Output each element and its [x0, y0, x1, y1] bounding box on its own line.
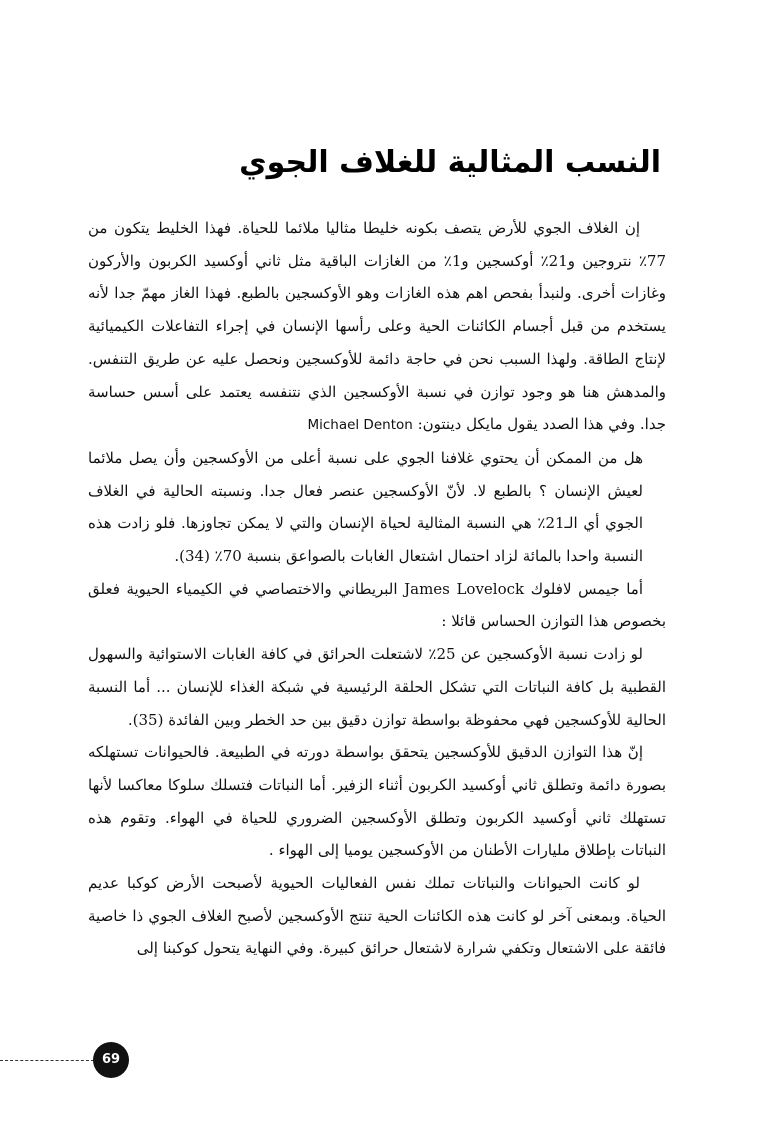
quote-denton	[88, 442, 643, 573]
paragraph-intro	[88, 212, 666, 442]
page-number-badge: 69	[93, 1042, 129, 1078]
paragraph-conclusion-text: لو كانت الحيوانات والنباتات تملك نفس الفعاليات الحيوية لأصبحت الأرض كوكبا عديم الحياة. وبمعنى آخر لو كانت هذه الكائنات الحية تنتج الأوكسجين لأصبح الغلاف الجوي ذا خاصية فائقة على الاشتعال وتكفي شرارة لاشتعال حرائق كبيرة. وفي النهاية يتحول كوكبنا إلى	[88, 874, 666, 958]
quote-lovelock-text: لو زادت نسبة الأوكسجين عن 25٪ لاشتعلت الحرائق في كافة الغابات الاستوائية والسهول القطبية بل كافة النباتات التي تشكل الحلقة الرئيسية في شبكة الغذاء للإنسان ... أما النسبة الحالية للأوكسجين فهي محفوظة بواسطة توازن دقيق بين حد الخطر وبين الفائدة (35).	[88, 645, 666, 729]
page-title: النسب المثالية للغلاف الجوي	[239, 145, 661, 180]
paragraph-intro-text: إن الغلاف الجوي للأرض يتصف بكونه خليطا مثاليا ملائما للحياة. فهذا الخليط يتكون من 77٪ نتروجين و21٪ أوكسجين و1٪ من الغازات الباقية مثل ثاني أوكسيد الكربون والأركون وغازات أخرى. ولنبدأ بفحص اهم هذه الغازات وهو الأوكسجين بالطبع. فهذا الغاز مهمّ جدا لأنه يستخدم من قبل أجسام الكائنات الحية وعلى رأسها الإنسان في إجراء التفاعلات الكيميائية لإنتاج الطاقة. ولهذا السبب نحن في حاجة دائمة للأوكسجين ونحصل عليه عن طريق التنفس. والمدهش هنا هو وجود توازن في نسبة الأوكسجين الذي نتنفسه يعتمد على أسس حساسة جدا. وفي هذا الصدد يقول مايكل دينتون:	[88, 219, 666, 434]
article-body	[88, 212, 666, 965]
paragraph-oxygen-cycle-text: إنّ هذا التوازن الدقيق للأوكسجين يتحقق بواسطة دورته في الطبيعة. فالحيوانات تستهلكه بصورة دائمة وتطلق ثاني أوكسيد الكربون أثناء الزفير. أما النباتات فتسلك سلوكا معاكسا لأنها تستهلك ثاني أوكسيد الكربون وتطلق الأوكسجين الضروري للحياة في الهواء. وتقوم هذه النباتات بإطلاق مليارات الأطنان من الأوكسجين يوميا إلى الهواء .	[88, 743, 666, 860]
paragraph-lovelock-text: أما جيمس لافلوك James Lovelock البريطاني والاختصاصي في الكيمياء الحيوية فعلق بخصوص هذا التوازن الحساس قائلا :	[88, 579, 666, 631]
paragraph-oxygen-cycle	[88, 736, 666, 867]
paragraph-conclusion	[88, 867, 666, 965]
quote-denton-text: هل من الممكن أن يحتوي غلافنا الجوي على نسبة أعلى من الأوكسجين وأن يصل ملائما لعيش الإنسان ؟ بالطبع لا. لأنّ الأوكسجين عنصر فعال جدا. ونسبته الحالية في الغلاف الجوي أي الـ21٪ هي النسبة المثالية لحياة الإنسان والتي لا يمكن تجاوزها. فلو زادت هذه النسبة واحدا بالمائة لزاد احتمال اشتعال الغابات بالصواعق بنسبة 70٪ (34).	[88, 448, 643, 566]
paragraph-lovelock	[88, 573, 666, 638]
footer-dashed-line	[0, 1060, 94, 1061]
quote-lovelock	[88, 638, 666, 736]
author-name-latin: Michael Denton	[307, 417, 413, 434]
